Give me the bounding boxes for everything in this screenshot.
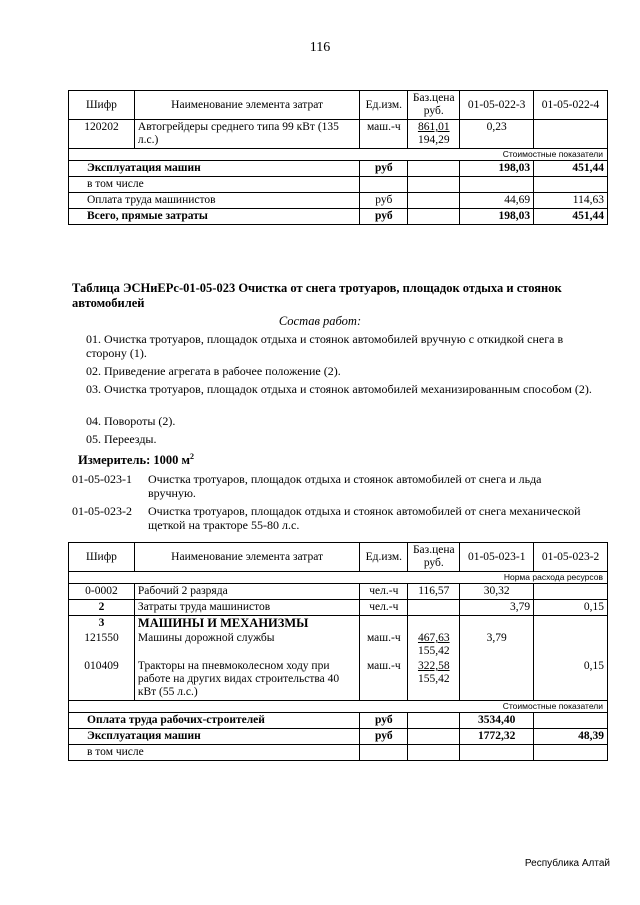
header-price: Баз.цена руб. [408,543,460,572]
header-code: Шифр [69,91,135,120]
cost-table-1 [68,90,608,225]
header-col-b: 01-05-022-4 [534,91,608,120]
section-note: Норма расхода ресурсов [69,572,608,584]
measure-unit: Измеритель: 1000 $м^2$ [78,452,195,468]
table-row: 010409 Тракторы на пневмоколесном ходу при работе на других видах строительства 40 кВт (55 л.с.) маш.-ч 322,58 155,42 0,15 [69,659,608,701]
price-cell: 322,58 155,42 [408,659,460,701]
table-row: 0-0002 Рабочий 2 разряда чел.-ч 116,57 30,32 [69,584,608,600]
price-cell: 861,01 194,29 [408,120,460,149]
work-item: 01. Очистка тротуаров, площадок отдыха и стоянок автомобилей вручную с откидкой снега в сторону (1). [86,332,564,360]
item-description: Очистка тротуаров, площадок отдыха и стоянок автомобилей от снега механической щеткой на тракторе 55-80 л.с. [148,504,581,532]
header-code: Шифр [69,543,135,572]
cost-table-2 [68,542,608,761]
header-col-b: 01-05-023-2 [534,543,608,572]
summary-row: в том числе [69,177,608,193]
header-name: Наименование элемента затрат [134,543,359,572]
page-number: 116 [309,40,331,55]
table-row: 2 Затраты труда машинистов чел.-ч 3,79 0,15 [69,600,608,616]
summary-row: Всего, прямые затраты руб 198,03 451,44 [69,209,608,225]
group-row: 3 МАШИНЫ И МЕХАНИЗМЫ [69,616,608,632]
table-row: 120202 Автогрейдеры среднего типа 99 кВт (135 л.с.) маш.-ч 861,01 194,29 0,23 [69,120,608,149]
header-col-a: 01-05-022-3 [460,91,534,120]
header-unit: Ед.изм. [360,91,408,120]
item-description: Очистка тротуаров, площадок отдыха и стоянок автомобилей от снега и льда вручную. [148,472,542,500]
work-item: 04. Повороты (2). [86,414,176,428]
item-code: 01-05-023-1 [72,472,132,486]
section-note: Стоимостные показатели [69,701,608,713]
summary-row: Эксплуатация машин руб 1772,32 48,39 [69,729,608,745]
summary-row: Эксплуатация машин руб 198,03 451,44 [69,161,608,177]
section-note: Стоимостные показатели [69,149,608,161]
table-row: 121550 Машины дорожной службы маш.-ч 467,63 155,42 3,79 [69,631,608,659]
header-col-a: 01-05-023-1 [460,543,534,572]
work-heading: Состав работ: [278,314,362,328]
section-title: Таблица ЭСНиЕРс-01-05-023 Очистка от снега тротуаров, площадок отдыха и стоянок автомобилей [72,281,562,310]
price-cell: 467,63 155,42 [408,631,460,659]
header-unit: Ед.изм. [360,543,408,572]
work-item: 03. Очистка тротуаров, площадок отдыха и стоянок автомобилей механизированным способом (2). [86,382,592,396]
header-name: Наименование элемента затрат [134,91,359,120]
work-item: 05. Переезды. [86,432,157,446]
work-item: 02. Приведение агрегата в рабочее положение (2). [86,364,341,378]
summary-row: Оплата труда рабочих-строителей руб 3534,40 [69,713,608,729]
summary-row: в том числе [69,745,608,761]
footer-region: Республика Алтай [524,858,610,869]
item-code: 01-05-023-2 [72,504,132,518]
summary-row: Оплата труда машинистов руб 44,69 114,63 [69,193,608,209]
header-price: Баз.цена руб. [408,91,460,120]
